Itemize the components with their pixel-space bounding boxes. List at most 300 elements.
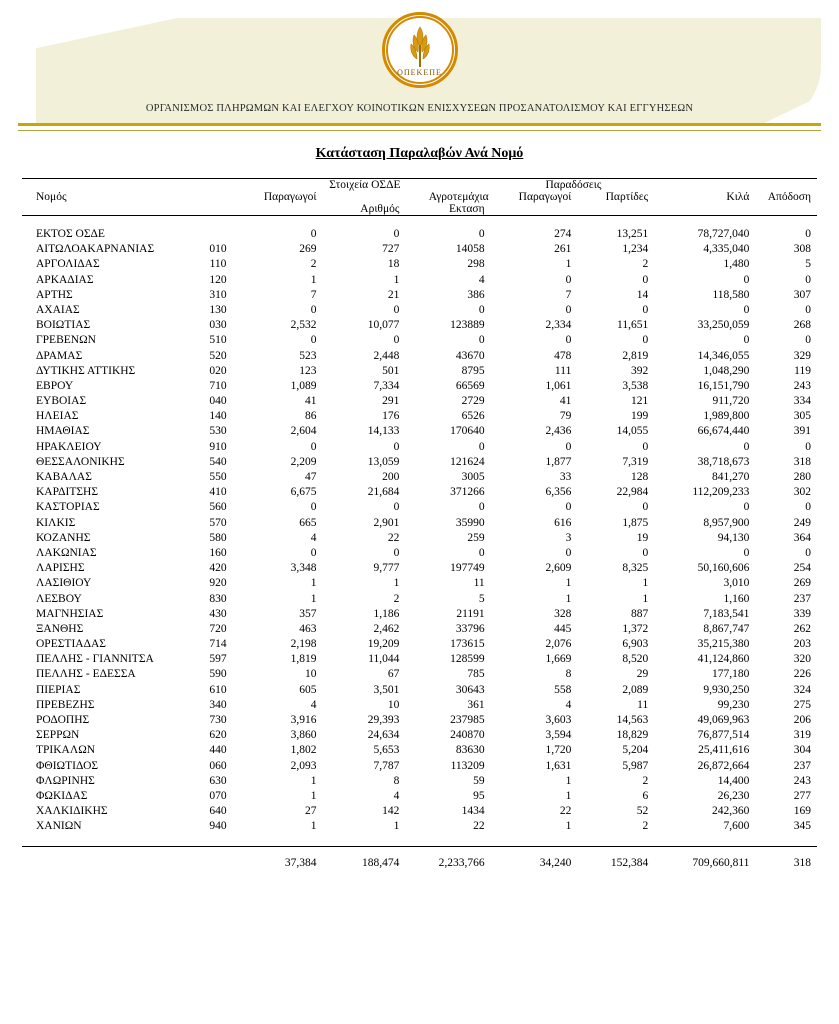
cell-ektasi: 785	[467, 668, 485, 681]
cell-nomos: ΚΟΖΑΝΗΣ	[36, 531, 91, 544]
cell-partides: 29	[636, 668, 649, 681]
cell-arithmos: 727	[382, 243, 400, 256]
cell-partides: 2	[642, 774, 649, 787]
cell-code: 940	[209, 820, 227, 833]
cell-partides: 5,987	[622, 759, 649, 772]
cell-nomos: ΕΥΒΟΙΑΣ	[36, 395, 87, 408]
cell-code	[195, 216, 241, 242]
cell-code: 140	[209, 410, 227, 423]
cell-ektasi: 0	[478, 440, 485, 453]
cell-code: 540	[209, 455, 227, 468]
cell-nomos: ΛΑΣΙΘΙΟΥ	[36, 577, 92, 590]
cell-kila: 66,674,440	[697, 425, 750, 438]
cell-paragogoi-osde: 2,209	[290, 455, 317, 468]
cell-apodosi: 329	[793, 349, 811, 362]
subcol-blank-par2	[499, 203, 582, 216]
cell-code: 640	[209, 805, 227, 818]
cell-nomos: ΟΡΕΣΤΙΑΔΑΣ	[36, 638, 106, 651]
table-column-header-row	[22, 191, 817, 203]
cell-arithmos: 18	[387, 258, 400, 271]
cell-apodosi: 307	[793, 288, 811, 301]
cell-code: 630	[209, 774, 227, 787]
col-header-apodosi: Απόδοση	[767, 191, 811, 203]
table-row	[22, 530, 817, 545]
cell-ektasi: 0	[478, 228, 485, 240]
cell-paragogoi-paradoseis: 0	[565, 334, 572, 347]
col-header-partides: Παρτίδες	[605, 191, 649, 203]
cell-kila: 0	[743, 501, 750, 514]
cell-ektasi: 30643	[455, 683, 485, 696]
totals-paragogoi-osde: 37,384	[284, 856, 317, 869]
cell-kila: 0	[743, 546, 750, 559]
table-row	[22, 500, 817, 515]
table-row	[22, 636, 817, 651]
cell-kila: 35,215,380	[697, 638, 750, 651]
table-row	[22, 469, 817, 484]
cell-apodosi: 237	[793, 592, 811, 605]
cell-partides: 2	[642, 820, 649, 833]
cell-apodosi: 268	[793, 319, 811, 332]
cell-ektasi: 95	[473, 789, 485, 802]
table-row	[22, 272, 817, 287]
cell-arithmos: 200	[382, 471, 400, 483]
cell-code: 020	[209, 364, 227, 377]
table-row	[22, 287, 817, 302]
cell-arithmos: 2,901	[373, 516, 400, 529]
cell-code: 070	[209, 789, 227, 802]
cell-arithmos: 19,209	[367, 638, 400, 651]
cell-nomos: ΚΑΒΑΛΑΣ	[36, 471, 92, 483]
cell-nomos: ΧΑΛΚΙΔΙΚΗΣ	[36, 805, 108, 818]
cell-nomos: ΤΡΙΚΑΛΩΝ	[36, 744, 96, 757]
table-row	[22, 439, 817, 454]
cell-paragogoi-paradoseis: 2,334	[545, 319, 572, 332]
cell-arithmos: 2	[393, 592, 400, 605]
cell-nomos: ΚΙΛΚΙΣ	[36, 516, 76, 529]
table-row	[22, 743, 817, 758]
cell-arithmos: 0	[393, 303, 400, 316]
cell-paragogoi-osde: 0	[310, 546, 317, 559]
cell-paragogoi-paradoseis: 41	[559, 395, 572, 408]
cell-ektasi: 33796	[455, 622, 485, 635]
cell-kila: 177,180	[712, 668, 750, 681]
cell-partides: 887	[630, 607, 649, 620]
cell-paragogoi-paradoseis: 3,594	[545, 729, 572, 742]
table-row	[22, 773, 817, 788]
cell-ektasi: 121624	[450, 455, 485, 468]
cell-paragogoi-osde: 6,675	[290, 486, 317, 499]
cell-kila: 25,411,616	[698, 744, 750, 757]
cell-code: 620	[209, 729, 227, 742]
totals-paragogoi-paradoseis: 34,240	[539, 856, 572, 869]
cell-apodosi: 319	[793, 729, 811, 742]
cell-apodosi: 308	[793, 243, 811, 256]
table-row	[22, 378, 817, 393]
subcol-header-arithmos: Αριθμός	[360, 203, 400, 215]
cell-paragogoi-osde: 4	[310, 531, 317, 544]
cell-apodosi: 275	[793, 698, 811, 711]
cell-partides: 11	[637, 698, 649, 711]
cell-paragogoi-osde: 269	[299, 243, 317, 256]
cell-apodosi: 345	[793, 820, 811, 833]
cell-apodosi: 0	[805, 228, 811, 240]
footer-spacer	[22, 834, 817, 847]
cell-nomos: ΛΕΣΒΟΥ	[36, 592, 82, 605]
cell-ektasi: 14058	[455, 243, 485, 256]
cell-arithmos: 291	[382, 395, 400, 408]
cell-paragogoi-osde: 3,348	[290, 562, 317, 575]
table-row	[22, 591, 817, 606]
cell-paragogoi-osde: 2,093	[290, 759, 317, 772]
cell-nomos: ΚΑΣΤΟΡΙΑΣ	[36, 501, 100, 514]
cell-paragogoi-paradoseis: 1,877	[545, 455, 572, 468]
cell-kila: 14,400	[717, 774, 750, 787]
totals-label	[22, 848, 195, 870]
table-row	[22, 621, 817, 636]
cell-code: 570	[209, 516, 227, 529]
table-row	[22, 728, 817, 743]
table-row	[22, 697, 817, 712]
table-row	[22, 545, 817, 560]
table-row	[22, 216, 817, 242]
cell-paragogoi-paradoseis: 1	[565, 577, 572, 590]
cell-paragogoi-paradoseis: 558	[554, 683, 572, 696]
cell-arithmos: 142	[382, 805, 400, 818]
cell-partides: 14,055	[616, 425, 649, 438]
cell-apodosi: 0	[805, 334, 811, 347]
table-row	[22, 318, 817, 333]
cell-paragogoi-osde: 3,916	[290, 714, 317, 726]
table-row	[22, 819, 817, 834]
cell-kila: 911,720	[712, 395, 750, 408]
cell-arithmos: 0	[393, 501, 400, 514]
cell-nomos: ΗΛΕΙΑΣ	[36, 410, 79, 423]
subcol-blank-partides	[581, 203, 658, 216]
cell-paragogoi-paradoseis: 33	[559, 471, 572, 483]
cell-kila: 33,250,059	[697, 319, 750, 332]
cell-nomos: ΞΑΝΘΗΣ	[36, 622, 84, 635]
cell-arithmos: 13,059	[367, 455, 400, 468]
subcol-blank-apodosi	[759, 203, 817, 216]
cell-nomos: ΑΡΤΗΣ	[36, 288, 73, 301]
organization-name: ΟΡΓΑΝΙΣΜΟΣ ΠΛΗΡΩΜΩΝ ΚΑΙ ΕΛΕΓΧΟΥ ΚΟΙΝΟΤΙΚΩΝ ΕΝΙΣΧΥΣΕΩΝ ΠΡΟΣΑΝΑΤΟΛΙΣΜΟΥ ΚΑΙ ΕΓΓΥΗΣΕΩΝ	[145, 103, 694, 114]
cell-partides: 128	[630, 471, 649, 483]
organization-logo	[382, 12, 458, 88]
cell-paragogoi-paradoseis: 2,436	[545, 425, 572, 438]
cell-apodosi: 237	[793, 759, 811, 772]
cell-paragogoi-osde: 47	[305, 471, 317, 483]
col-header-code	[195, 191, 241, 203]
cell-arithmos: 3,501	[373, 683, 400, 696]
cell-partides: 7,319	[622, 455, 649, 468]
header-rule	[18, 123, 821, 126]
cell-ektasi: 0	[478, 303, 485, 316]
cell-code: 714	[209, 638, 227, 651]
cell-paragogoi-paradoseis: 261	[554, 243, 572, 256]
cell-code: 110	[209, 258, 227, 271]
cell-paragogoi-paradoseis: 1,669	[545, 653, 572, 666]
cell-paragogoi-paradoseis: 0	[565, 273, 572, 286]
cell-ektasi: 1434	[461, 805, 485, 818]
group-header-apodosi-blank	[759, 179, 817, 192]
cell-ektasi: 21191	[456, 607, 485, 620]
cell-paragogoi-paradoseis: 328	[554, 607, 572, 620]
cell-paragogoi-osde: 1	[310, 592, 317, 605]
cell-partides: 2,089	[622, 683, 649, 696]
cell-apodosi: 339	[793, 607, 811, 620]
table-row	[22, 302, 817, 317]
cell-kila: 0	[743, 273, 750, 286]
cell-arithmos: 67	[387, 668, 400, 681]
col-header-paragogoi-osde: Παραγωγοί	[263, 191, 317, 203]
cell-nomos: ΦΘΙΩΤΙΔΟΣ	[36, 759, 99, 772]
cell-ektasi: 298	[467, 258, 485, 271]
cell-nomos: ΕΚΤΟΣ ΟΣΔΕ	[36, 228, 105, 240]
cell-ektasi: 123889	[450, 319, 485, 332]
cell-kila: 7,600	[723, 820, 750, 833]
cell-kila: 0	[743, 440, 750, 453]
cell-apodosi: 0	[805, 440, 811, 453]
cell-paragogoi-osde: 27	[305, 805, 317, 818]
cell-paragogoi-paradoseis: 0	[565, 501, 572, 514]
group-header-blank	[22, 179, 195, 192]
cell-code: 440	[209, 744, 227, 757]
cell-paragogoi-paradoseis: 0	[565, 303, 572, 316]
cell-paragogoi-osde: 1	[310, 774, 317, 787]
subcol-blank-kila	[658, 203, 759, 216]
col-header-nomos: Νομός	[36, 191, 67, 203]
cell-ektasi: 8795	[461, 364, 485, 377]
cell-arithmos: 9,777	[373, 562, 400, 575]
cell-kila: 242,360	[712, 805, 750, 818]
cell-arithmos: 0	[393, 334, 400, 347]
cell-arithmos: 22	[387, 531, 400, 544]
cell-nomos: ΘΕΣΣΑΛΟΝΙΚΗΣ	[36, 455, 125, 468]
cell-partides: 1,875	[622, 516, 649, 529]
cell-partides: 1	[642, 592, 649, 605]
cell-code: 040	[209, 395, 227, 408]
cell-code: 060	[209, 759, 227, 772]
cell-paragogoi-paradoseis: 1	[565, 774, 572, 787]
cell-kila: 841,270	[712, 471, 750, 483]
cell-paragogoi-paradoseis: 4	[565, 698, 572, 711]
cell-paragogoi-osde: 3,860	[290, 729, 317, 742]
cell-arithmos: 5,653	[373, 744, 400, 757]
cell-arithmos: 2,448	[373, 349, 400, 362]
cell-ektasi: 83630	[455, 744, 485, 757]
totals-row	[22, 848, 817, 870]
cell-partides: 5,204	[622, 744, 649, 757]
table-row	[22, 242, 817, 257]
cell-arithmos: 8	[393, 774, 400, 787]
cell-paragogoi-osde: 0	[310, 334, 317, 347]
cell-kila: 76,877,514	[697, 729, 750, 742]
cell-code: 580	[209, 531, 227, 544]
cell-kila: 14,346,055	[697, 349, 750, 362]
cell-arithmos: 1	[393, 820, 400, 833]
cell-arithmos: 1,186	[373, 607, 400, 620]
cell-ektasi: 66569	[455, 379, 485, 392]
cell-arithmos: 1	[393, 577, 400, 590]
table-row	[22, 561, 817, 576]
cell-apodosi: 269	[793, 577, 811, 590]
cell-ektasi: 3005	[461, 471, 485, 483]
table-row	[22, 606, 817, 621]
cell-arithmos: 7,787	[373, 759, 400, 772]
cell-partides: 13,251	[616, 228, 649, 240]
cell-paragogoi-paradoseis: 1	[565, 820, 572, 833]
cell-nomos: ΠΙΕΡΙΑΣ	[36, 683, 81, 696]
cell-paragogoi-osde: 7	[310, 288, 317, 301]
table-row	[22, 652, 817, 667]
cell-nomos: ΔΡΑΜΑΣ	[36, 349, 83, 362]
cell-partides: 18,829	[616, 729, 649, 742]
cell-paragogoi-osde: 0	[310, 501, 317, 514]
cell-apodosi: 249	[793, 516, 811, 529]
cell-code: 420	[209, 562, 227, 575]
cell-paragogoi-osde: 41	[305, 395, 317, 408]
cell-arithmos: 4	[393, 789, 400, 802]
cell-nomos: ΠΡΕΒΕΖΗΣ	[36, 698, 95, 711]
cell-apodosi: 226	[793, 668, 811, 681]
cell-partides: 199	[630, 410, 649, 423]
cell-apodosi: 0	[805, 501, 811, 514]
cell-ektasi: 22	[473, 820, 485, 833]
totals-ektasi: 2,233,766	[438, 856, 485, 869]
cell-kila: 0	[743, 303, 750, 316]
cell-paragogoi-osde: 665	[299, 516, 317, 529]
cell-ektasi: 59	[473, 774, 485, 787]
cell-nomos: ΑΧΑΙΑΣ	[36, 303, 80, 316]
cell-apodosi: 0	[805, 273, 811, 286]
cell-nomos: ΦΛΩΡΙΝΗΣ	[36, 774, 95, 787]
cell-apodosi: 391	[793, 425, 811, 438]
cell-partides: 3,538	[622, 379, 649, 392]
cell-arithmos: 0	[393, 440, 400, 453]
cell-kila: 9,930,250	[703, 683, 750, 696]
table-row	[22, 788, 817, 803]
table-row	[22, 333, 817, 348]
cell-code: 510	[209, 334, 227, 347]
cell-partides: 1,372	[622, 622, 649, 635]
cell-code: 710	[209, 379, 227, 392]
cell-code: 720	[209, 622, 227, 635]
cell-kila: 38,718,673	[697, 455, 750, 468]
cell-paragogoi-paradoseis: 1,061	[545, 379, 572, 392]
cell-paragogoi-osde: 2,604	[290, 425, 317, 438]
cell-ektasi: 113209	[450, 759, 485, 772]
cell-paragogoi-paradoseis: 274	[554, 228, 572, 240]
cell-paragogoi-paradoseis: 1,720	[545, 744, 572, 757]
cell-partides: 2,819	[622, 349, 649, 362]
cell-ektasi: 371266	[450, 486, 485, 499]
cell-apodosi: 203	[793, 638, 811, 651]
cell-partides: 1,234	[622, 243, 649, 256]
cell-code: 430	[209, 607, 227, 620]
cell-ektasi: 6526	[461, 410, 485, 423]
cell-paragogoi-osde: 463	[299, 622, 317, 635]
totals-kila: 709,660,811	[692, 856, 750, 869]
cell-nomos: ΜΑΓΝΗΣΙΑΣ	[36, 607, 104, 620]
table-row	[22, 485, 817, 500]
cell-code: 730	[209, 714, 227, 726]
cell-ektasi: 237985	[450, 714, 485, 726]
cell-arithmos: 1	[393, 273, 400, 286]
cell-kila: 99,230	[717, 698, 750, 711]
cell-paragogoi-paradoseis: 6,356	[545, 486, 572, 499]
col-header-kila: Κιλά	[726, 191, 750, 203]
cell-paragogoi-osde: 357	[299, 607, 317, 620]
cell-code: 130	[209, 303, 227, 316]
cell-kila: 0	[743, 334, 750, 347]
cell-partides: 392	[630, 364, 649, 377]
cell-apodosi: 0	[805, 303, 811, 316]
cell-kila: 41,124,860	[697, 653, 750, 666]
cell-arithmos: 0	[393, 228, 400, 240]
cell-kila: 78,727,040	[697, 228, 750, 240]
cell-partides: 0	[642, 440, 649, 453]
subcol-header-ektasi: Εκταση	[448, 203, 485, 215]
cell-paragogoi-paradoseis: 22	[559, 805, 572, 818]
cell-apodosi: 206	[793, 714, 811, 726]
cell-partides: 8,325	[622, 562, 649, 575]
cell-paragogoi-osde: 10	[305, 668, 317, 681]
cell-code: 597	[209, 653, 227, 666]
cell-apodosi: 302	[793, 486, 811, 499]
cell-paragogoi-osde: 1	[310, 789, 317, 802]
table-row	[22, 409, 817, 424]
cell-paragogoi-paradoseis: 111	[554, 364, 572, 377]
totals-apodosi: 318	[793, 856, 811, 869]
cell-apodosi: 243	[793, 774, 811, 787]
cell-arithmos: 10,077	[367, 319, 400, 332]
totals-arithmos: 188,474	[362, 856, 400, 869]
cell-partides: 8,520	[622, 653, 649, 666]
cell-apodosi: 0	[805, 546, 811, 559]
cell-code: 530	[209, 425, 227, 438]
cell-paragogoi-paradoseis: 0	[565, 440, 572, 453]
cell-arithmos: 7,334	[373, 379, 400, 392]
cell-apodosi: 334	[793, 395, 811, 408]
cell-nomos: ΓΡΕΒΕΝΩΝ	[36, 334, 96, 347]
table-footer	[22, 834, 817, 870]
cell-partides: 14	[636, 288, 649, 301]
cell-paragogoi-osde: 523	[299, 349, 317, 362]
cell-code: 410	[209, 486, 227, 499]
report-table	[22, 178, 817, 870]
cell-ektasi: 5	[478, 592, 485, 605]
cell-ektasi: 173615	[450, 638, 485, 651]
cell-apodosi: 277	[793, 789, 811, 802]
cell-arithmos: 176	[382, 410, 400, 423]
cell-paragogoi-paradoseis: 3	[565, 531, 572, 544]
cell-kila: 1,048,290	[703, 364, 750, 377]
cell-kila: 1,160	[723, 592, 750, 605]
cell-kila: 50,160,606	[697, 562, 750, 575]
cell-nomos: ΦΩΚΙΔΑΣ	[36, 789, 88, 802]
cell-paragogoi-paradoseis: 1	[565, 789, 572, 802]
subcol-blank-code	[195, 203, 241, 216]
table-row	[22, 576, 817, 591]
cell-nomos: ΚΑΡΔΙΤΣΗΣ	[36, 486, 99, 499]
cell-partides: 52	[636, 805, 649, 818]
cell-apodosi: 243	[793, 379, 811, 392]
cell-kila: 26,872,664	[697, 759, 750, 772]
cell-paragogoi-paradoseis: 1,631	[545, 759, 572, 772]
totals-code	[195, 848, 241, 870]
cell-code: 610	[209, 683, 227, 696]
cell-kila: 3,010	[723, 577, 750, 590]
